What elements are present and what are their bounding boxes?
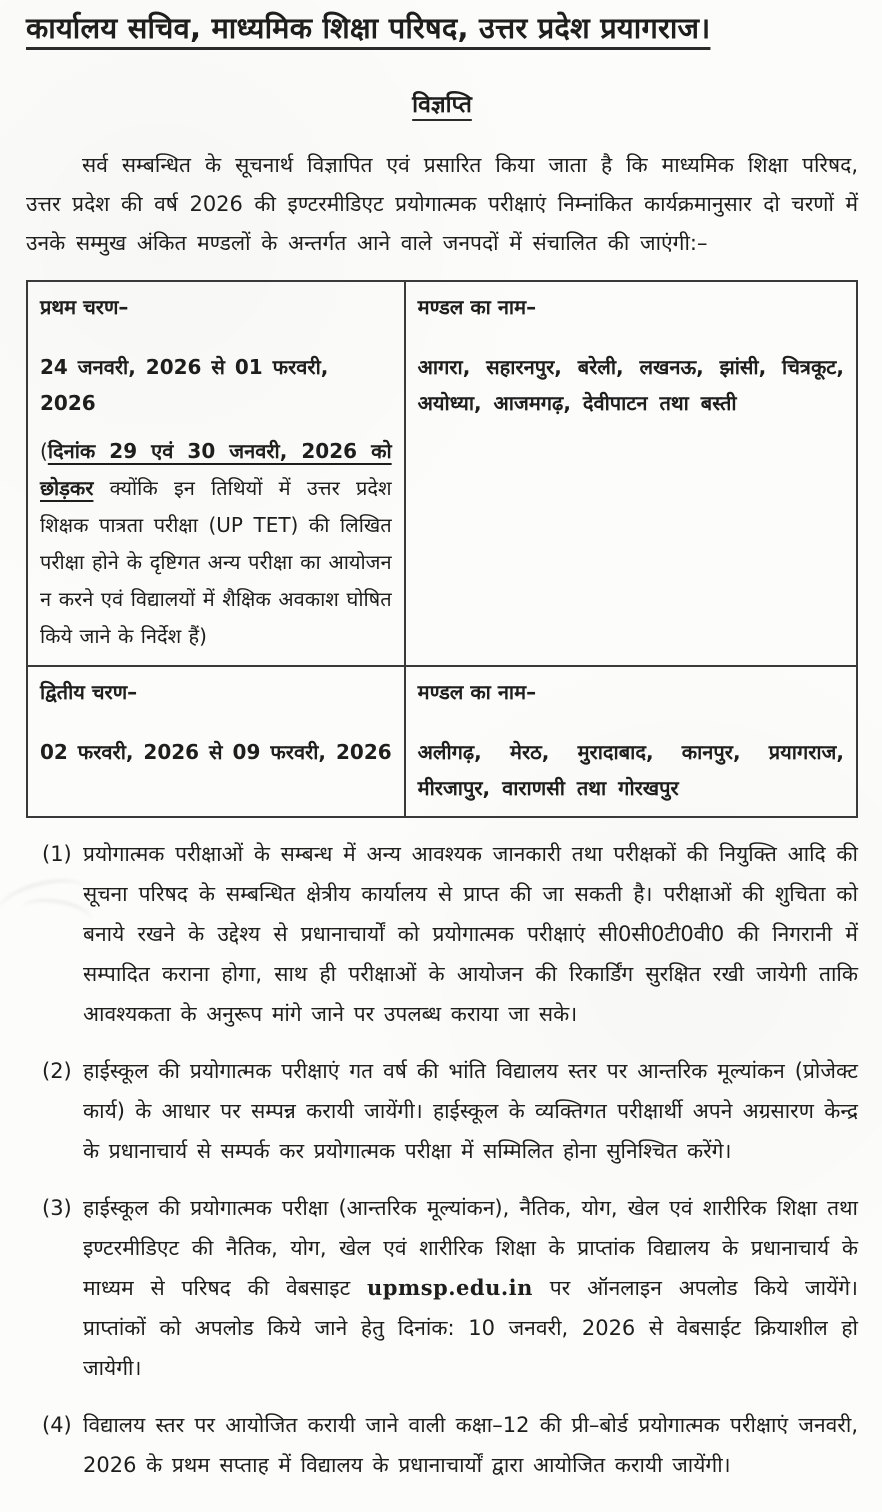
mandal-2-names: अलीगढ़, मेरठ, मुरादाबाद, कानपुर, प्रयागराज, मीरजापुर, वाराणसी तथा गोरखपुर [417,740,844,800]
phase-2-dates: 02 फरवरी, 2026 से 09 फरवरी, 2026 [40,740,392,764]
phase-1-title: प्रथम चरण– [40,295,129,319]
mandal-1-names: आगरा, सहारनपुर, बरेली, लखनऊ, झांसी, चित्रकूट, अयोध्या, आजमगढ़, देवीपाटन तथा बस्ती [417,355,844,415]
exam-schedule-table [26,280,858,818]
table-row-phase-1 [27,281,857,666]
note-reason: क्योंकि इन तिथियों में उत्तर प्रदेश शिक्षक पात्रता परीक्षा (UP TET) की लिखित परीक्षा होने के दृष्टिगत अन्य परीक्षा का आयोजन न करने एवं विद्यालयों में शैक्षिक अवकाश घोषित किये जाने के निर्देश हैं) [40,476,392,648]
item-3-text-before: हाईस्कूल की प्रयोगात्मक परीक्षा (आन्तरिक मूल्यांकन), नैतिक, योग, खेल एवं शारीरिक शिक्षा तथा इण्टरमीडिएट की नैतिक, योग, खेल एवं शारीरिक शिक्षा के प्राप्तांक विद्यालय के प्रधानाचार्य के माध्यम से परिषद की वेबसाइट [83,1196,858,1300]
list-item-1 [26,834,858,1034]
mandal-1-header: मण्डल का नाम– [417,295,537,319]
page-title: कार्यालय सचिव, माध्यमिक शिक्षा परिषद, उत्तर प्रदेश प्रयागराज। [26,11,711,45]
notification-heading: विज्ञप्ति [412,92,472,118]
item-4-text: विद्यालय स्तर पर आयोजित करायी जाने वाली कक्षा–12 की प्री–बोर्ड प्रयोगात्मक परीक्षाएं जनवरी, 2026 के प्रथम सप्ताह में विद्यालय के प्रधानाचार्यों द्वारा आयोजित करायी जायेंगी। [83,1413,858,1477]
phase-2-cell [27,666,405,817]
item-2-number: (2) [42,1059,72,1083]
item-2-text: हाईस्कूल की प्रयोगात्मक परीक्षाएं गत वर्ष की भांति विद्यालय स्तर पर आन्तरिक मूल्यांकन (प्रोजेक्ट कार्य) के आधार पर सम्पन्न करायी जायेंगी। हाईस्कूल के व्यक्तिगत परीक्षार्थी अपने अग्रसारण केन्द्र के प्रधानाचार्य से सम्पर्क कर प्रयोगात्मक परीक्षा में सम्मिलित होना सुनिश्चित करेंगे। [83,1059,858,1163]
phase-1-cell [27,281,405,666]
phase-1-note [40,433,392,655]
table-row-phase-2 [27,666,857,817]
item-1-number: (1) [42,842,72,866]
phase-1-dates: 24 जनवरी, 2026 से 01 फरवरी, 2026 [40,355,329,415]
mandal-1-cell [405,281,857,666]
list-item-3 [26,1188,858,1388]
board-website-text: upmsp.edu.in [367,1275,533,1300]
list-item-4 [26,1405,858,1485]
note-open-paren: ( [40,439,48,463]
phase-2-title: द्वितीय चरण– [40,680,138,704]
item-4-number: (4) [42,1413,72,1437]
note-excluded-dates: दिनांक 29 एवं 30 जनवरी, 2026 को छोड़कर [40,439,392,500]
mandal-2-cell [405,666,857,817]
mandal-2-header: मण्डल का नाम– [417,680,537,704]
item-1-text: प्रयोगात्मक परीक्षाओं के सम्बन्ध में अन्य आवश्यक जानकारी तथा परीक्षकों की नियुक्ति आदि की सूचना परिषद के सम्बन्धित क्षेत्रीय कार्यालय से प्राप्त की जा सकती है। परीक्षाओं की शुचिता को बनाये रखने के उद्देश्य से प्रधानाचार्यों को प्रयोगात्मक परीक्षाएं सी0सी0टी0वी0 की निगरानी में सम्पादित कराना होगा, साथ ही परीक्षाओं के आयोजन की रिकार्डिंग सुरक्षित रखी जायेगी ताकि आवश्यकता के अनुरूप मांगे जाने पर उपलब्ध कराया जा सके। [83,842,858,1026]
item-3-text-after: पर ऑनलाइन अपलोड किये जायेंगे। प्राप्तांकों को अपलोड किये जाने हेतु दिनांक: 10 जनवरी, 2026 से वेबसाईट क्रियाशील हो जायेगी। [83,1276,858,1380]
instructions-list [26,834,858,1485]
list-item-2 [26,1051,858,1171]
intro-paragraph: सर्व सम्बन्धित के सूचनार्थ विज्ञापित एवं प्रसारित किया जाता है कि माध्यमिक शिक्षा परिषद, उत्तर प्रदेश की वर्ष 2026 की इण्टरमीडिएट प्रयोगात्मक परीक्षाएं निम्नांकित कार्यक्रमानुसार दो चरणों में उनके सम्मुख अंकित मण्डलों के अन्तर्गत आने वाले जनपदों में संचालित की जाएंगी:– [26,153,858,255]
item-3-number: (3) [42,1196,72,1220]
